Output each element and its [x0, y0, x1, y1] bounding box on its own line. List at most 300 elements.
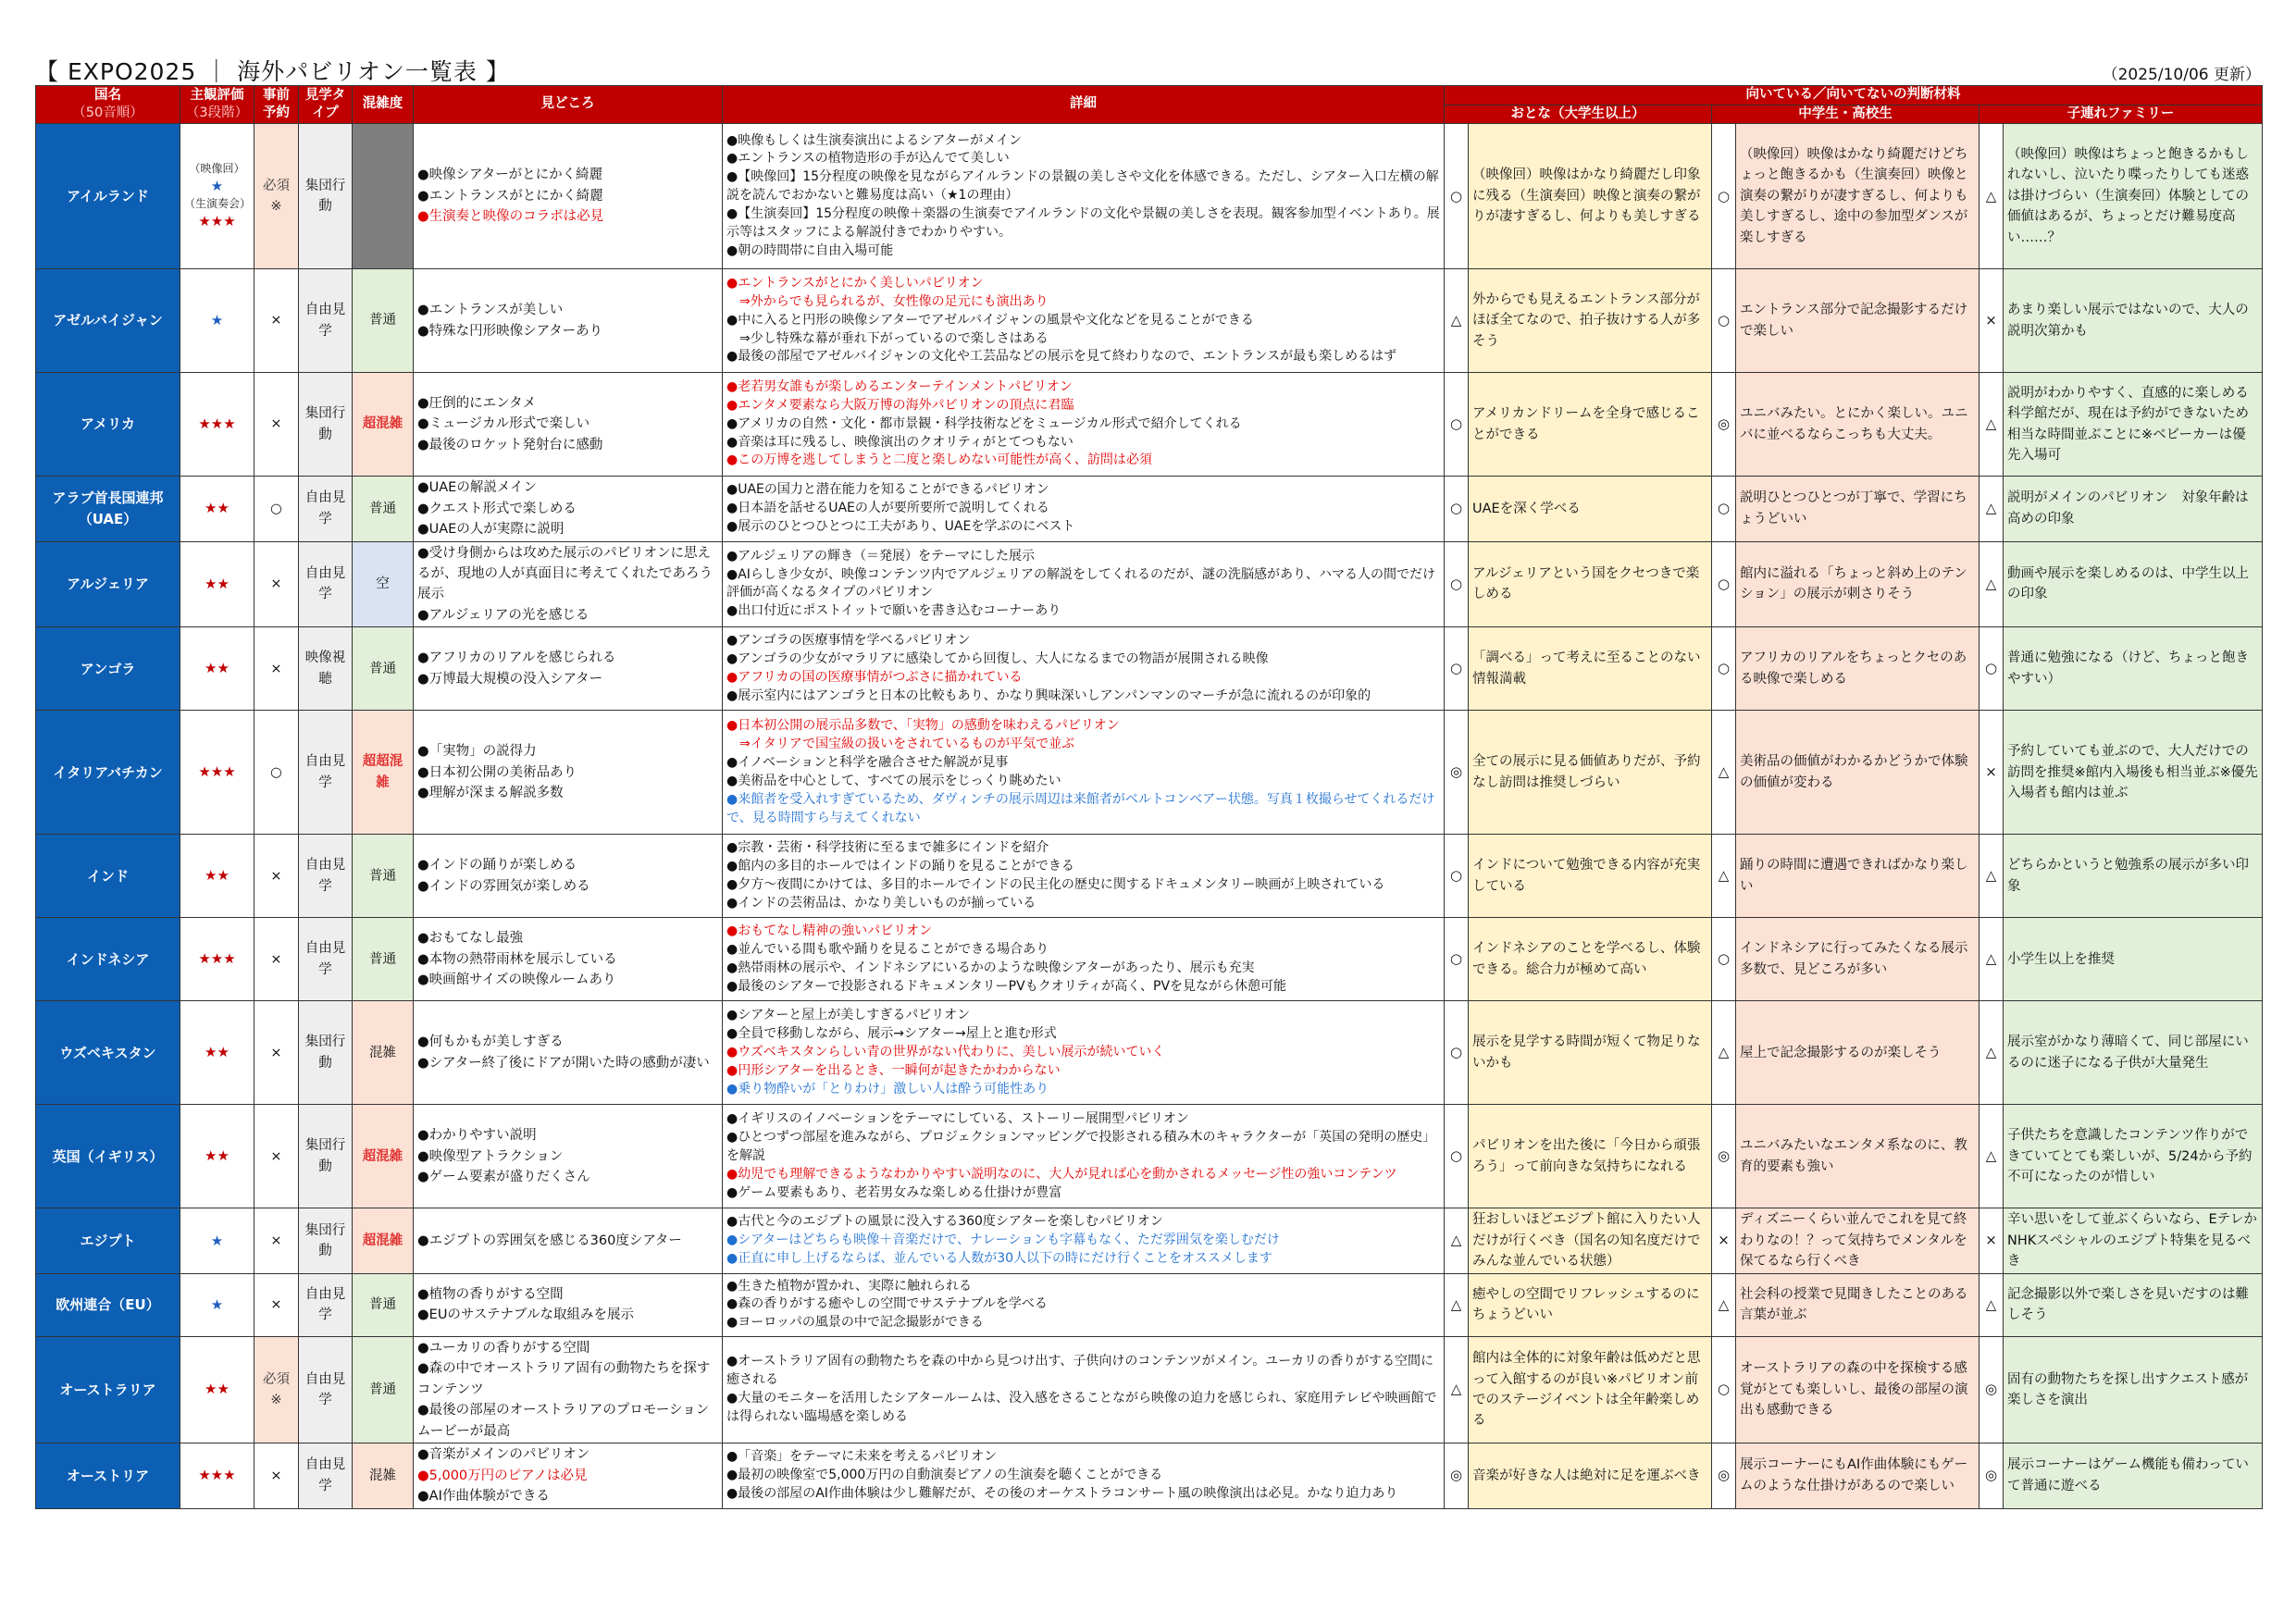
- detail-line: ●シアターはどちらも映像＋音楽だけで、ナレーションも字幕もなく、ただ雰囲気を楽しむだけ: [726, 1233, 1280, 1248]
- highlights-cell: [414, 124, 723, 269]
- header-reserve: 事前予約: [254, 86, 299, 124]
- crowd-level: 普通: [353, 1273, 414, 1336]
- rating-stars: ★★★: [198, 763, 236, 781]
- rating-cell: [180, 541, 254, 627]
- detail-cell: [723, 373, 1445, 477]
- detail-line: ●ひとつずつ部屋を進みながら、プロジェクションマッピングで投影される積み木のキャラクターが「英国の発明の歴史」を解説: [726, 1130, 1436, 1163]
- detail-line: ●エントランスがとにかく美しいパビリオン: [726, 275, 984, 291]
- reserve-cell: 必須※: [254, 124, 299, 269]
- detail-cell: [723, 541, 1445, 627]
- suitability-mark-adult: ◎: [1445, 1443, 1469, 1508]
- highlight-line: ●日本初公開の美術品あり: [417, 764, 577, 780]
- reserve-cell: ×: [254, 835, 299, 918]
- suitability-text-student: 社会科の授業で見聞きしたことのある言葉が並ぶ: [1736, 1273, 1980, 1336]
- highlight-line: ●インドの雰囲気が楽しめる: [417, 878, 590, 894]
- detail-line: ●AIらしき少女が、映像コンテンツ内でアルジェリアの解説をしてくれるのだが、謎の洗脳感があり、ハマる人の間でだけ評価が高くなるタイプのパビリオン: [726, 566, 1436, 601]
- highlight-line: ●理解が深まる解説多数: [417, 786, 564, 801]
- table-row: [36, 269, 2263, 373]
- suitability-mark-student: △: [1712, 1273, 1736, 1336]
- suitability-text-student: アフリカのリアルをちょっとクセのある映像で楽しめる: [1736, 627, 1980, 711]
- rating-stars: ★★: [205, 1381, 230, 1398]
- suitability-mark-student: ○: [1712, 541, 1736, 627]
- detail-line: ●全員で移動しながら、展示→シアター→屋上と進む形式: [726, 1026, 1057, 1042]
- detail-line: ●ウズベキスタンらしい青の世界がない代わりに、美しい展示が続いていく: [726, 1044, 1165, 1059]
- suitability-mark-family: △: [1980, 1273, 2004, 1336]
- highlight-line: ●圧倒的にエンタメ: [417, 395, 537, 411]
- suitability-mark-student: ○: [1712, 918, 1736, 1001]
- header-adult: おとな（大学生以上）: [1445, 105, 1712, 124]
- detail-line: ⇒イタリアで国宝級の扱いをされているものが平気で並ぶ: [726, 737, 1075, 752]
- detail-line: ●音楽は耳に残るし、映像演出のクオリティがとてつもない: [726, 434, 1074, 450]
- crowd-level: 超混雑: [353, 373, 414, 477]
- highlight-line: ●AI作曲体験ができる: [417, 1489, 550, 1505]
- highlight-line: ●何もかもが美しすぎる: [417, 1035, 564, 1050]
- suitability-text-adult: （映像回）映像はかなり綺麗だし印象に残る（生演奏回）映像と演奏の繋がりが凄すぎるし、何よりも美しすぎる: [1469, 124, 1712, 269]
- highlight-line: ●音楽がメインのパビリオン: [417, 1447, 590, 1463]
- detail-line: ●アルジェリアの輝き（＝発展）をテーマにした展示: [726, 548, 1036, 564]
- crowd-level: 普通: [353, 269, 414, 373]
- suitability-text-adult: インドネシアのことを学べるし、体験できる。総合力が極めて高い: [1469, 918, 1712, 1001]
- detail-line: ●【生演奏回】15分程度の映像＋楽器の生演奏でアイルランドの文化や景観の美しさを表現。観客参加型イベントあり。展示等はスタッフによる解説付きでわかりやすい。: [726, 206, 1440, 240]
- suitability-mark-family: △: [1980, 124, 2004, 269]
- suitability-mark-family: △: [1980, 477, 2004, 541]
- header-detail: 詳細: [723, 86, 1445, 124]
- detail-line: ●ヨーロッパの風景の中で記念撮影ができる: [726, 1315, 984, 1331]
- suitability-text-adult: パビリオンを出た後に「今日から頑張ろう」って前向きな気持ちになれる: [1469, 1105, 1712, 1208]
- suitability-text-student: 展示コーナーにもAI作曲体験にもゲームのような仕掛けがあるので楽しい: [1736, 1443, 1980, 1508]
- suitability-mark-student: ◎: [1712, 373, 1736, 477]
- suitability-text-family: 予約していても並ぶので、大人だけでの訪問を推奨※館内入場後も相当並ぶ※優先入場者も館内は並ぶ: [2004, 711, 2263, 835]
- suitability-mark-adult: ○: [1445, 541, 1469, 627]
- reserve-cell: ×: [254, 269, 299, 373]
- crowd-level: [353, 124, 414, 269]
- highlight-line: ●最後の部屋のオーストラリアのプロモーションムービーが最高: [417, 1403, 710, 1439]
- suitability-mark-student: △: [1712, 1001, 1736, 1105]
- country-name: オーストリア: [36, 1443, 180, 1508]
- suitability-text-student: エントランス部分で記念撮影するだけで楽しい: [1736, 269, 1980, 373]
- country-name: アメリカ: [36, 373, 180, 477]
- reserve-cell: ×: [254, 1273, 299, 1336]
- suitability-mark-family: ◎: [1980, 1443, 2004, 1508]
- detail-line: ●アメリカの自然・文化・都市景観・科学技術などをミュージカル形式で紹介してくれる: [726, 415, 1242, 431]
- country-name: アイルランド: [36, 124, 180, 269]
- detail-cell: [723, 627, 1445, 711]
- highlight-line: ●「実物」の説得力: [417, 744, 537, 760]
- detail-line: ●美術品を中心として、すべての展示をじっくり眺めたい: [726, 773, 1061, 788]
- suitability-text-student: ディズニーくらい並んでこれを見て終わりなの！？って気持ちでメンタルを保てるなら行くべき: [1736, 1208, 1980, 1273]
- highlight-line: ●アフリカのリアルを感じられる: [417, 650, 616, 666]
- table-row: [36, 1001, 2263, 1105]
- detail-line: ●エントランスの植物造形の手が込んでて美しい: [726, 151, 1010, 167]
- visit-type: 自由見学: [299, 1336, 353, 1443]
- suitability-text-adult: アメリカンドリームを全身で感じることができる: [1469, 373, 1712, 477]
- detail-line: ●インドの芸術品は、かなり美しいものが揃っている: [726, 895, 1036, 911]
- suitability-text-adult: UAEを深く学べる: [1469, 477, 1712, 541]
- suitability-mark-adult: ○: [1445, 835, 1469, 918]
- highlight-line: ●最後のロケット発射台に感動: [417, 437, 603, 452]
- highlight-line: ●ユーカリの香りがする空間: [417, 1340, 590, 1356]
- suitability-text-family: （映像回）映像はちょっと飽きるかもしれないし、泣いたり喋ったりしても迷惑は掛けづらい（生演奏回）体験としての価値はあるが、ちょっとだけ難易度高い……？: [2004, 124, 2263, 269]
- detail-line: ●最初の映像室で5,000万円の自動演奏ピアノの生演奏を聴くことができる: [726, 1467, 1163, 1482]
- rating-stars: ★★: [205, 867, 230, 885]
- rating-cell: [180, 711, 254, 835]
- country-name: エジプト: [36, 1208, 180, 1273]
- country-name: イタリアバチカン: [36, 711, 180, 835]
- suitability-text-student: ユニバみたいなエンタメ系なのに、教育的要素も強い: [1736, 1105, 1980, 1208]
- suitability-text-family: 辛い思いをして並ぶくらいなら、EテレかNHKスペシャルのエジプト特集を見るべき: [2004, 1208, 2263, 1273]
- visit-type: 集団行動: [299, 373, 353, 477]
- detail-line: ●宗教・芸術・科学技術に至るまで雑多にインドを紹介: [726, 840, 1049, 856]
- highlights-cell: [414, 373, 723, 477]
- crowd-level: 普通: [353, 918, 414, 1001]
- rating-stars: ★★: [205, 500, 230, 517]
- highlight-line: ●おもてなし最強: [417, 931, 524, 947]
- table-row: [36, 373, 2263, 477]
- detail-line: ●日本語を話せるUAEの人が要所要所で説明してくれる: [726, 500, 1049, 515]
- visit-type: 集団行動: [299, 1001, 353, 1105]
- header-crowd: 混雑度: [353, 86, 414, 124]
- highlight-line: ●インドの踊りが楽しめる: [417, 858, 577, 873]
- suitability-text-adult: 「調べる」って考えに至ることのない情報満載: [1469, 627, 1712, 711]
- highlight-line: ●UAEの解説メイン: [417, 480, 538, 496]
- country-name: アンゴラ: [36, 627, 180, 711]
- rating-cell: [180, 124, 254, 269]
- suitability-text-student: 屋上で記念撮影するのが楽しそう: [1736, 1001, 1980, 1105]
- reserve-cell: ×: [254, 373, 299, 477]
- suitability-mark-family: ◎: [1980, 1336, 2004, 1443]
- suitability-text-adult: 全ての展示に見る価値ありだが、予約なし訪問は推奨しづらい: [1469, 711, 1712, 835]
- suitability-mark-student: ○: [1712, 627, 1736, 711]
- table-row: [36, 1105, 2263, 1208]
- highlight-line: ●アルジェリアの光を感じる: [417, 607, 590, 623]
- suitability-text-adult: 狂おしいほどエジプト館に入りたい人だけが行くべき（国名の知名度だけでみんな並んでいる状態）: [1469, 1208, 1712, 1273]
- suitability-text-family: 小学生以上を推奨: [2004, 918, 2263, 1001]
- suitability-mark-family: ×: [1980, 269, 2004, 373]
- suitability-mark-adult: ○: [1445, 1105, 1469, 1208]
- country-name: インドネシア: [36, 918, 180, 1001]
- header-judge: 向いている／向いてないの判断材料: [1445, 86, 2263, 105]
- highlight-line: ●わかりやすい説明: [417, 1128, 537, 1144]
- detail-line: ●アンゴラの少女がマラリアに感染してから回復し、大人になるまでの物語が展開される映像: [726, 651, 1269, 667]
- crowd-level: 混雑: [353, 1001, 414, 1105]
- header-student: 中学生・高校生: [1712, 105, 1980, 124]
- suitability-mark-adult: ○: [1445, 124, 1469, 269]
- detail-line: ●UAEの国力と潜在能力を知ることができるパビリオン: [726, 482, 1049, 498]
- detail-line: ●おもてなし精神の強いパビリオン: [726, 923, 933, 939]
- highlight-line: ●本物の熱帯雨林を展示している: [417, 951, 617, 967]
- rating-cell: [180, 373, 254, 477]
- rating-line: ★★★: [198, 212, 236, 229]
- suitability-mark-adult: ○: [1445, 373, 1469, 477]
- detail-line: ●夕方～夜間にかけては、多目的ホールでインドの民主化の歴史に関するドキュメンタリー映画が上映されている: [726, 876, 1385, 892]
- crowd-level: 普通: [353, 835, 414, 918]
- suitability-mark-adult: △: [1445, 1208, 1469, 1273]
- reserve-cell: ○: [254, 711, 299, 835]
- detail-line: ⇒外からでも見られるが、女性像の足元にも演出あり: [726, 293, 1049, 309]
- visit-type: 自由見学: [299, 918, 353, 1001]
- table-row: [36, 918, 2263, 1001]
- suitability-mark-student: △: [1712, 835, 1736, 918]
- detail-cell: [723, 269, 1445, 373]
- suitability-text-adult: 館内は全体的に対象年齢は低めだと思って入館するのが良い※パビリオン前でのステージイベントは全年齢楽しめる: [1469, 1336, 1712, 1443]
- highlight-line: ●クエスト形式で楽しめる: [417, 501, 577, 516]
- suitability-mark-student: ○: [1712, 269, 1736, 373]
- detail-cell: [723, 1001, 1445, 1105]
- visit-type: 集団行動: [299, 1105, 353, 1208]
- suitability-text-student: インドネシアに行ってみたくなる展示多数で、見どころが多い: [1736, 918, 1980, 1001]
- reserve-cell: ×: [254, 1105, 299, 1208]
- crowd-level: 超超混雑: [353, 711, 414, 835]
- visit-type: 自由見学: [299, 269, 353, 373]
- rating-cell: [180, 1001, 254, 1105]
- country-name: アルジェリア: [36, 541, 180, 627]
- reserve-cell: ×: [254, 918, 299, 1001]
- suitability-text-family: 記念撮影以外で楽しさを見いだすのは難しそう: [2004, 1273, 2263, 1336]
- highlight-line: ●エントランスがとにかく綺麗: [417, 188, 603, 204]
- suitability-mark-student: ◎: [1712, 1105, 1736, 1208]
- suitability-text-family: どちらかというと勉強系の展示が多い印象: [2004, 835, 2263, 918]
- rating-cell: [180, 1208, 254, 1273]
- visit-type: 集団行動: [299, 124, 353, 269]
- highlights-cell: [414, 627, 723, 711]
- suitability-mark-adult: ○: [1445, 918, 1469, 1001]
- suitability-text-adult: インドについて勉強できる内容が充実している: [1469, 835, 1712, 918]
- rating-stars: ★★★: [198, 415, 236, 433]
- highlight-line: ●森の中でオーストラリア固有の動物たちを探すコンテンツ: [417, 1361, 711, 1397]
- highlight-line: ●EUのサステナブルな取組みを展示: [417, 1307, 634, 1323]
- rating-stars: ★: [210, 1232, 224, 1249]
- highlights-cell: [414, 1001, 723, 1105]
- detail-line: ●生きた植物が置かれ、実際に触れられる: [726, 1278, 973, 1294]
- detail-line: ⇒少し特殊な幕が垂れ下がっているので楽しさはある: [726, 330, 1049, 346]
- country-name: 欧州連合（EU）: [36, 1273, 180, 1336]
- table-row: [36, 711, 2263, 835]
- detail-cell: [723, 1273, 1445, 1336]
- rating-cell: [180, 477, 254, 541]
- highlights-cell: [414, 835, 723, 918]
- detail-line: ●映像もしくは生演奏演出によるシアターがメイン: [726, 132, 1022, 148]
- table-row: [36, 627, 2263, 711]
- crowd-level: 普通: [353, 1336, 414, 1443]
- suitability-mark-adult: △: [1445, 269, 1469, 373]
- table-row: [36, 477, 2263, 541]
- header-rating: 主観評価 （3段階）: [180, 86, 254, 124]
- crowd-level: 空: [353, 541, 414, 627]
- highlight-line: ●ゲーム要素が盛りだくさん: [417, 1170, 590, 1185]
- detail-line: ●古代と今のエジプトの風景に没入する360度シアターを楽しむパビリオン: [726, 1214, 1163, 1230]
- suitability-mark-family: △: [1980, 373, 2004, 477]
- highlight-line: ●受け身側からは攻めた展示のパビリオンに思えるが、現地の人が真面目に考えてくれたであろう展示: [417, 545, 713, 602]
- highlight-line: ●万博最大規模の没入シアター: [417, 671, 603, 687]
- suitability-mark-family: △: [1980, 541, 2004, 627]
- highlight-line: ●特殊な円形映像シアターあり: [417, 323, 603, 339]
- rating-cell: [180, 835, 254, 918]
- header-type: 見学タイプ: [299, 86, 353, 124]
- suitability-text-family: 展示コーナーはゲーム機能も備わっていて普通に遊べる: [2004, 1443, 2263, 1508]
- suitability-mark-adult: △: [1445, 1273, 1469, 1336]
- detail-cell: [723, 477, 1445, 541]
- suitability-mark-student: ○: [1712, 124, 1736, 269]
- detail-line: ●大量のモニターを活用したシアタールームは、没入感をさることながら映像の迫力を感じられ、家庭用テレビや映画館では得られない臨場感を楽しめる: [726, 1390, 1437, 1424]
- reserve-cell: ×: [254, 1443, 299, 1508]
- rating-cell: [180, 269, 254, 373]
- table-row: [36, 1443, 2263, 1508]
- page-title: 【 EXPO2025 ｜ 海外パビリオン一覧表 】: [35, 58, 510, 85]
- country-name: 英国（イギリス）: [36, 1105, 180, 1208]
- rating-line: （映像回）: [189, 162, 245, 176]
- suitability-text-adult: 音楽が好きな人は絶対に足を運ぶべき: [1469, 1443, 1712, 1508]
- detail-line: ●展示室内にはアンゴラと日本の比較もあり、かなり興味深いしアンパンマンのマーチが急に流れるのが印象的: [726, 688, 1371, 703]
- highlights-cell: [414, 541, 723, 627]
- detail-line: ●中に入ると円形の映像シアターでアゼルバイジャンの風景や文化などを見ることができる: [726, 312, 1254, 328]
- suitability-mark-family: △: [1980, 918, 2004, 1001]
- highlight-line: ●シアター終了後にドアが開いた時の感動が凄い: [417, 1055, 710, 1071]
- suitability-mark-adult: ◎: [1445, 711, 1469, 835]
- highlight-line: ●エントランスが美しい: [417, 303, 564, 318]
- highlight-line: ●生演奏と映像のコラボは必見: [417, 209, 604, 225]
- detail-line: ●最後の部屋でアゼルバイジャンの文化や工芸品などの展示を見て終わりなので、エントランスが最も楽しめるはず: [726, 349, 1397, 365]
- highlights-cell: [414, 918, 723, 1001]
- suitability-text-family: あまり楽しい展示ではないので、大人の説明次第かも: [2004, 269, 2263, 373]
- detail-line: ●イノベーションと科学を融合させた解説が見事: [726, 755, 1009, 771]
- highlights-cell: [414, 477, 723, 541]
- header-name: 国名 （50音順）: [36, 86, 180, 124]
- header-family: 子連れファミリー: [1980, 105, 2263, 124]
- detail-cell: [723, 1443, 1445, 1508]
- rating-cell: [180, 1443, 254, 1508]
- highlight-line: ●UAEの人が実際に説明: [417, 522, 565, 538]
- detail-line: ●森の香りがする癒やしの空間でサステナブルを学べる: [726, 1296, 1048, 1312]
- suitability-mark-adult: ○: [1445, 477, 1469, 541]
- table-row: [36, 835, 2263, 918]
- detail-line: ●円形シアターを出るとき、一瞬何が起きたかわからない: [726, 1062, 1061, 1078]
- table-row: [36, 1336, 2263, 1443]
- rating-cell: [180, 1105, 254, 1208]
- suitability-text-student: 踊りの時間に遭遇できればかなり楽しい: [1736, 835, 1980, 918]
- visit-type: 自由見学: [299, 1273, 353, 1336]
- rating-cell: [180, 627, 254, 711]
- suitability-mark-student: ○: [1712, 1336, 1736, 1443]
- suitability-text-family: 子供たちを意識したコンテンツ作りができていてとても楽しいが、5/24から予約不可になったのが惜しい: [2004, 1105, 2263, 1208]
- detail-cell: [723, 835, 1445, 918]
- detail-line: ●老若男女誰もが楽しめるエンターテインメントパビリオン: [726, 378, 1073, 394]
- detail-line: ●ゲーム要素もあり、老若男女みな楽しめる仕掛けが豊富: [726, 1184, 1062, 1200]
- rating-stars: ★★: [205, 1147, 230, 1165]
- highlight-line: ●5,000万円のピアノは必見: [417, 1468, 588, 1483]
- suitability-text-family: 説明がわかりやすく、直感的に楽しめる科学館だが、現在は予約ができないため相当な時間並ぶことに※ベビーカーは優先入場可: [2004, 373, 2263, 477]
- suitability-mark-family: △: [1980, 835, 2004, 918]
- detail-line: ●エンタメ要素なら大阪万博の海外パビリオンの頂点に君臨: [726, 397, 1074, 413]
- rating-stars: ★: [210, 1295, 224, 1313]
- detail-line: ●最後のシアターで投影されるドキュメンタリーPVもクオリティが高く、PVを見ながら休憩可能: [726, 978, 1287, 994]
- rating-stars: ★★★: [198, 1467, 236, 1484]
- country-name: アラブ首長国連邦（UAE）: [36, 477, 180, 541]
- visit-type: 自由見学: [299, 1443, 353, 1508]
- visit-type: 自由見学: [299, 711, 353, 835]
- crowd-level: 普通: [353, 627, 414, 711]
- highlights-cell: [414, 1208, 723, 1273]
- detail-line: ●熱帯雨林の展示や、インドネシアにいるかのような映像シアターがあったり、展示も充実: [726, 960, 1255, 975]
- highlights-cell: [414, 1273, 723, 1336]
- visit-type: 自由見学: [299, 477, 353, 541]
- table-row: [36, 541, 2263, 627]
- suitability-text-adult: アルジェリアという国をクセつきで楽しめる: [1469, 541, 1712, 627]
- rating-stars: ★★★: [198, 950, 236, 968]
- detail-line: ●【映像回】15分程度の映像を見ながらアイルランドの景観の美しさや文化を体感できる。ただし、シアター入口左横の解説を読んでおかないと難易度は高い（★1の理由）: [726, 169, 1439, 204]
- rating-stars: ★★: [205, 1044, 230, 1061]
- table-row: [36, 124, 2263, 269]
- detail-line: ●正直に申し上げるならば、並んでいる人数が30人以下の時にだけ行くことをオススメします: [726, 1251, 1272, 1267]
- highlight-line: ●植物の香りがする空間: [417, 1286, 564, 1302]
- suitability-text-student: （映像回）映像はかなり綺麗だけどちょっと飽きるかも（生演奏回）映像と演奏の繋がりが凄すぎるし、何よりも美しすぎるし、途中の参加型ダンスが楽しすぎる: [1736, 124, 1980, 269]
- visit-type: 自由見学: [299, 835, 353, 918]
- visit-type: 映像視聴: [299, 627, 353, 711]
- detail-cell: [723, 124, 1445, 269]
- detail-line: ●アフリカの国の医療事情がつぶさに描かれている: [726, 669, 1023, 685]
- crowd-level: 混雑: [353, 1443, 414, 1508]
- suitability-mark-family: ×: [1980, 1208, 2004, 1273]
- highlight-line: ●映画館サイズの映像ルームあり: [417, 973, 616, 988]
- detail-cell: [723, 918, 1445, 1001]
- suitability-mark-student: ×: [1712, 1208, 1736, 1273]
- highlights-cell: [414, 1443, 723, 1508]
- highlight-line: ●ミュージカル形式で楽しい: [417, 416, 590, 432]
- suitability-mark-student: △: [1712, 711, 1736, 835]
- suitability-mark-family: ○: [1980, 627, 2004, 711]
- detail-line: ●アンゴラの医療事情を学べるパビリオン: [726, 633, 971, 649]
- detail-line: ●幼児でも理解できるようなわかりやすい説明なのに、大人が見れば心を動かされるメッセージ性の強いコンテンツ: [726, 1166, 1397, 1182]
- detail-cell: [723, 1336, 1445, 1443]
- highlights-cell: [414, 1105, 723, 1208]
- suitability-text-student: 説明ひとつひとつが丁寧で、学習にちょうどいい: [1736, 477, 1980, 541]
- reserve-cell: ×: [254, 541, 299, 627]
- detail-line: ●シアターと屋上が美しすぎるパビリオン: [726, 1008, 971, 1023]
- detail-line: ●この万博を逃してしまうと二度と楽しめない可能性が高く、訪問は必須: [726, 452, 1152, 468]
- suitability-text-student: 美術品の価値がわかるかどうかで体験の価値が変わる: [1736, 711, 1980, 835]
- crowd-level: 超混雑: [353, 1208, 414, 1273]
- detail-line: ●朝の時間帯に自由入場可能: [726, 242, 894, 258]
- pavilion-table: [35, 85, 2263, 1509]
- detail-line: ●オーストラリア固有の動物たちを森の中から見つけ出す、子供向けのコンテンツがメイン。ユーカリの香りがする空間に癒される: [726, 1354, 1434, 1388]
- highlights-cell: [414, 711, 723, 835]
- suitability-mark-family: △: [1980, 1105, 2004, 1208]
- table-row: [36, 1273, 2263, 1336]
- suitability-mark-student: ○: [1712, 477, 1736, 541]
- rating-line: ★: [210, 178, 224, 195]
- suitability-text-family: 動画や展示を楽しめるのは、中学生以上の印象: [2004, 541, 2263, 627]
- detail-line: ●出口付近にポストイットで願いを書き込むコーナーあり: [726, 603, 1061, 619]
- highlights-cell: [414, 1336, 723, 1443]
- visit-type: 自由見学: [299, 541, 353, 627]
- suitability-text-adult: 外からでも見えるエントランス部分がほぼ全てなので、拍子抜けする人が多そう: [1469, 269, 1712, 373]
- rating-cell: [180, 1273, 254, 1336]
- detail-line: ●最後の部屋のAI作曲体験は少し難解だが、その後のオーケストラコンサート風の映像演出は必見。かなり迫力あり: [726, 1485, 1398, 1501]
- detail-line: ●日本初公開の展示品多数で、「実物」の感動を味わえるパビリオン: [726, 718, 1120, 734]
- suitability-text-adult: 展示を見学する時間が短くて物足りないかも: [1469, 1001, 1712, 1105]
- crowd-level: 普通: [353, 477, 414, 541]
- rating-line: （生演奏会）: [184, 197, 252, 211]
- detail-line: ●イギリスのイノベーションをテーマにしている、ストーリー展開型パビリオン: [726, 1111, 1189, 1127]
- rating-stars: ★★: [205, 660, 230, 677]
- suitability-text-family: 固有の動物たちを探し出すクエスト感が楽しさを演出: [2004, 1336, 2263, 1443]
- header-points: 見どころ: [414, 86, 723, 124]
- suitability-text-student: 館内に溢れる「ちょっと斜め上のテンション」の展示が刺さりそう: [1736, 541, 1980, 627]
- reserve-cell: ×: [254, 627, 299, 711]
- rating-stars: ★: [210, 312, 224, 329]
- suitability-text-family: 展示室がかなり薄暗くて、同じ部屋にいるのに迷子になる子供が大量発生: [2004, 1001, 2263, 1105]
- suitability-text-family: 説明がメインのパビリオン 対象年齢は高めの印象: [2004, 477, 2263, 541]
- reserve-cell: ×: [254, 1001, 299, 1105]
